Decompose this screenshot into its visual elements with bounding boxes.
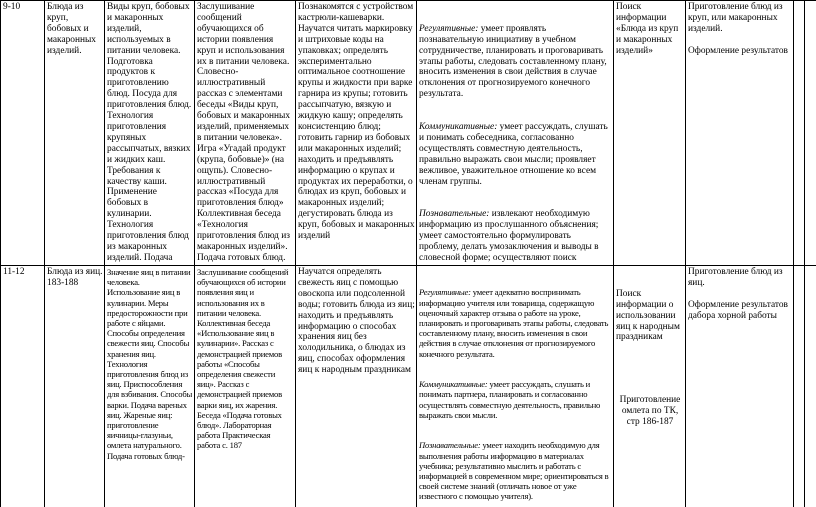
learning-activities: Заслушивание сообщений обучающихся об истории появления яиц и использования их в питании человека. Коллективная беседа «Использование яиц в кулинарии». Рассказ с демонстрацией приемов работы «Способы определения свежести яиц». Рассказ с демонстрацией приемов варки яиц, их жарения. Беседа «Подача готовых блюд». Лабораторная работа Практическая работа с. 187 [197, 267, 291, 451]
lesson-content: Значение яиц в питании человека. Использование яиц в кулинарии. Меры предосторожности при работе с яйцами. Способы определения свежести яиц. Способы хранения яиц. Технология приготовления блюд из яиц. Приспособления для взбивания. Способы варки. Подача вареных яиц. Жареные яиц: приготовление яичницы-глазуньи, омлета натурального. Подача готовых блюд- [107, 267, 193, 461]
uud-label: Коммуникативные: [419, 379, 488, 390]
subject-results: Познакомятся с устройством кастрюли-кашеварки. Научатся читать маркировку и штриховые коды на упаковках; определять экспериментально оптимальное соотношение крупы и жидкости при варке гарнира из крупы; готовить рассыпчатую, вязкую и жидкую кашу; определять консистенцию блюд; готовить гарнир из бобовых или макаронных изделий; находить и предъявлять информацию о крупах и продуктах их переработки, о блюдах из круп, бобовых и макаронных изделий; дегустировать блюда из круп, бобовых и макаронных изделий [298, 2, 415, 242]
column-divider [793, 0, 794, 507]
column-divider [685, 0, 686, 507]
column-divider [416, 0, 417, 507]
uud-results [419, 2, 612, 263]
uud-text: извлекают необходимую информацию из прослушанного объяснения; умеет самостоятельно формулировать проблему, делать умозаключения и выводы в словесной форме; осуществляют поиск [419, 209, 599, 263]
lesson-number: 9-10 [3, 2, 21, 12]
uud-communicative [419, 122, 612, 187]
learning-activities: Заслушивание сообщений обучающихся об истории появления круп и использования их в питании человека. Словесно-иллюстративный рассказ с элементами беседы «Виды круп, бобовых и макаронных изделий, применяемых в питании человека». Игра «Угадай продукт (крупа, бобовые)» (на ощупь). Словесно-иллюстративный рассказ «Посуда для приготовления блюд» Коллективная беседа «Технология приготовления блюд из макаронных изделий». Подача готовых блюд. [197, 2, 291, 263]
uud-text: умеет рассуждать, слушать и понимать партнера, планировать и согласованно осуществлять совместную деятельность, правильно выражать свои мысли. [419, 379, 603, 420]
uud-communicative [419, 379, 612, 420]
lesson-number: 11-12 [3, 267, 25, 277]
uud-label: Познавательные: [419, 209, 490, 220]
column-divider [295, 0, 296, 507]
project-extra: Приготовление омлета по ТК, стр 186-187 [619, 395, 683, 427]
lesson-topic: Блюда из яиц. 183-188 [47, 267, 103, 288]
subject-results: Научатся определять свежесть яиц с помощью овоскопа или подсоленной воды; готовить блюда из яиц; находить и предъявлять информацию о способах хранения яиц без холодильника, о блюдах из яиц, способах оформления яиц к народным праздникам [298, 267, 415, 376]
table-border-top [0, 0, 816, 1]
uud-label: Познавательные: [419, 440, 481, 451]
uud-label: Коммуникативные: [419, 121, 498, 132]
uud-text: умеет рассуждать, слушать и понимать собеседника, согласованно осуществлять совместную деятельность, правильно выражать свои мысли; проявляет вежливое, уважительное отношение ко всем членам группы. [419, 121, 611, 187]
project-activity: Поиск информации «Блюда из круп и макаронных изделий» [616, 2, 681, 56]
uud-regulatory [419, 24, 612, 100]
uud-cognitive [419, 209, 612, 263]
uud-text: умеет адекватно воспринимать информацию учителя или товарища, содержащую оценочный характер отзыва о работе на уроке, планировать и проговаривать этапы работы, следовать составленному плану, вносить изменения в свои действия в случае отклонения от прогнозируемого конечного результата. [419, 287, 611, 359]
column-divider [804, 0, 805, 507]
column-divider [44, 0, 45, 507]
column-divider [0, 0, 1, 507]
uud-label: Регулятивные: [419, 23, 479, 34]
uud-label: Регулятивные: [419, 287, 471, 298]
uud-results [419, 267, 612, 505]
lesson-content: Виды круп, бобовых и макаронных изделий, используемых в питании человека. Подготовка продуктов к приготовлению блюд. Посуда для приготовления блюд. Технология приготовления крупяных рассыпчатых, вязких и жидких каш. Требования к качеству каши. Применение бобовых в кулинарии. Технология приготовления блюд из макаронных изделий. Подача [107, 2, 192, 263]
uud-regulatory [419, 287, 612, 358]
column-divider [613, 0, 614, 507]
row-divider [0, 265, 816, 266]
uud-cognitive [419, 440, 612, 501]
homework: Приготовление блюд из круп, или макаронных изделий. Оформление результатов [688, 2, 788, 56]
lesson-topic: Блюда из круп, бобовых и макаронных изделий. [47, 2, 99, 56]
homework: Приготовление блюд из яиц. Оформление результатов дабора хорной работы [688, 267, 788, 321]
column-divider [194, 0, 195, 507]
project-activity [616, 267, 684, 505]
project-description: Поиск информации о использовании яиц к народным праздникам [616, 288, 683, 343]
column-divider [104, 0, 105, 507]
uud-text: умеет находить необходимую для выполнения работы информацию в материалах учебника; результативно мыслить и работать с информацией в современном мире; ориентироваться в своей системе знаний (отличать новое от уже известного с помощью учителя). [419, 440, 611, 502]
uud-text: умеет проявлять познавательную инициативу в учебном сотрудничестве, планировать и проговаривать этапы работы, следовать составленному плану, вносить изменения в свои действия в случае отклонения от прогнозируемого конечного результата. [419, 23, 610, 100]
